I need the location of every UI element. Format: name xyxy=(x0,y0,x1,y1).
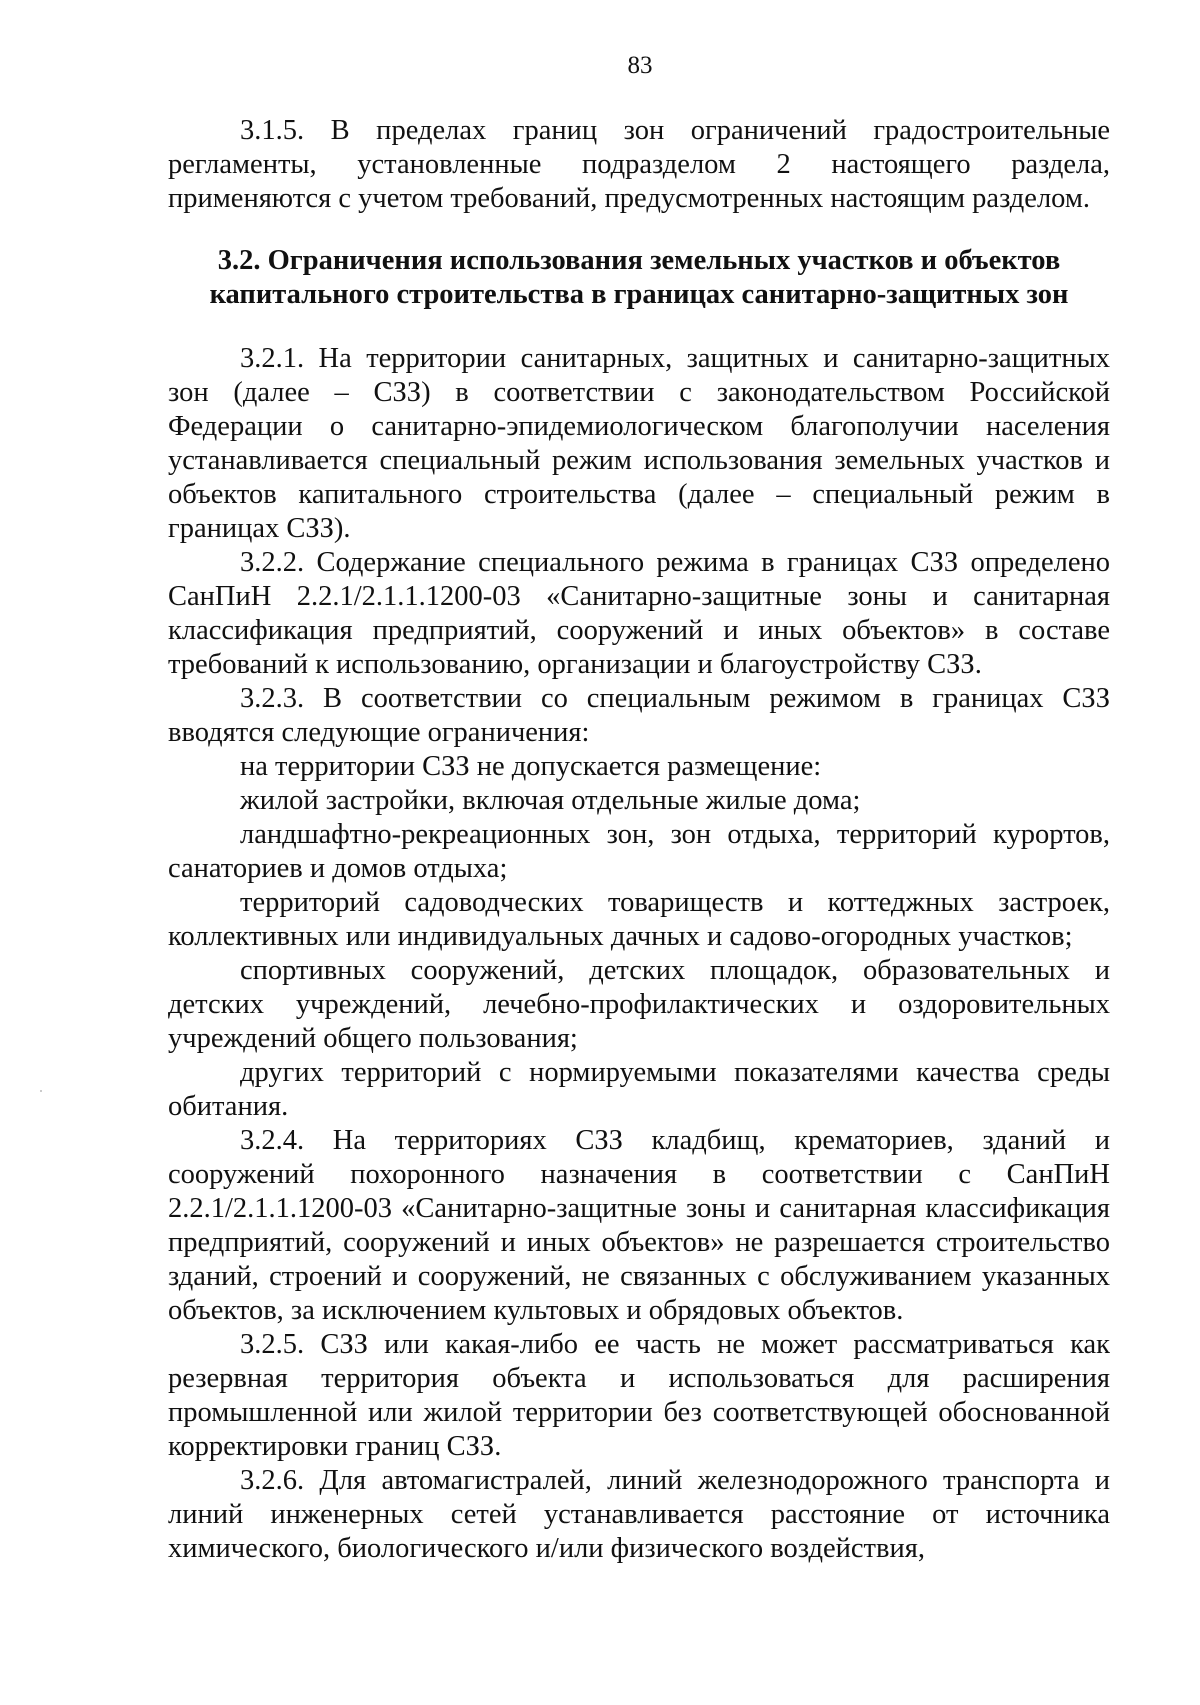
list-item: спортивных сооружений, детских площадок, образовательных и детских учреждений, лечебно-профилактических и оздоровительных учреждений общего пользования; xyxy=(168,955,1110,1054)
paragraph-3-2-6: 3.2.6. Для автомагистралей, линий железнодорожного транспорта и линий инженерных сетей устанавливается расстояние от источника химического, биологического и/или физического воздействия, xyxy=(168,1465,1110,1564)
paragraph-3-2-2: 3.2.2. Содержание специального режима в границах СЗЗ определено СанПиН 2.2.1/2.1.1.1200-03 «Санитарно-защитные зоны и санитарная классификация предприятий, сооружений и иных объектов» в составе требований к использованию, организации и благоустройству СЗЗ. xyxy=(168,547,1110,680)
paragraph-3-2-1: 3.2.1. На территории санитарных, защитных и санитарно-защитных зон (далее – СЗЗ) в соответствии с законодательством Российской Федерации о санитарно-эпидемиологическом благополучии населения устанавливается специальный режим использования земельных участков и объектов капитального строительства (далее – специальный режим в границах СЗЗ). xyxy=(168,343,1110,544)
list-intro: на территории СЗЗ не допускается размещение: xyxy=(240,751,822,782)
paragraph-3-2-5: 3.2.5. СЗЗ или какая-либо ее часть не может рассматриваться как резервная территория объекта и использоваться для расширения промышленной или жилой территории без соответствующей обоснованной корректировки границ СЗЗ. xyxy=(168,1329,1110,1462)
list-item: жилой застройки, включая отдельные жилые дома; xyxy=(240,785,861,816)
list-item: территорий садоводческих товариществ и коттеджных застроек, коллективных или индивидуальных дачных и садово-огородных участков; xyxy=(168,887,1110,952)
section-heading: 3.2. Ограничения использования земельных участков и объектов капитального строительства в границах санитарно-защитных зон xyxy=(209,245,1069,310)
list-item: других территорий с нормируемыми показателями качества среды обитания. xyxy=(168,1057,1110,1122)
page-number: 83 xyxy=(627,52,653,79)
paragraph-3-1-5: 3.1.5. В пределах границ зон ограничений градостроительные регламенты, установленные подразделом 2 настоящего раздела, применяются с учетом требований, предусмотренных настоящим разделом. xyxy=(168,115,1110,214)
paragraph-3-2-4: 3.2.4. На территориях СЗЗ кладбищ, крематориев, зданий и сооружений похоронного назначения в соответствии с СанПиН 2.2.1/2.1.1.1200-03 «Санитарно-защитные зоны и санитарная классификация предприятий, сооружений и иных объектов» не разрешается строительство зданий, строений и сооружений, не связанных с обслуживанием указанных объектов, за исключением культовых и обрядовых объектов. xyxy=(168,1125,1110,1326)
document-body xyxy=(168,114,1110,1566)
scan-artifact xyxy=(40,1090,42,1092)
list-item: ландшафтно-рекреационных зон, зон отдыха, территорий курортов, санаториев и домов отдыха; xyxy=(168,819,1110,884)
paragraph-3-2-3: 3.2.3. В соответствии со специальным режимом в границах СЗЗ вводятся следующие ограничения: xyxy=(168,683,1110,748)
